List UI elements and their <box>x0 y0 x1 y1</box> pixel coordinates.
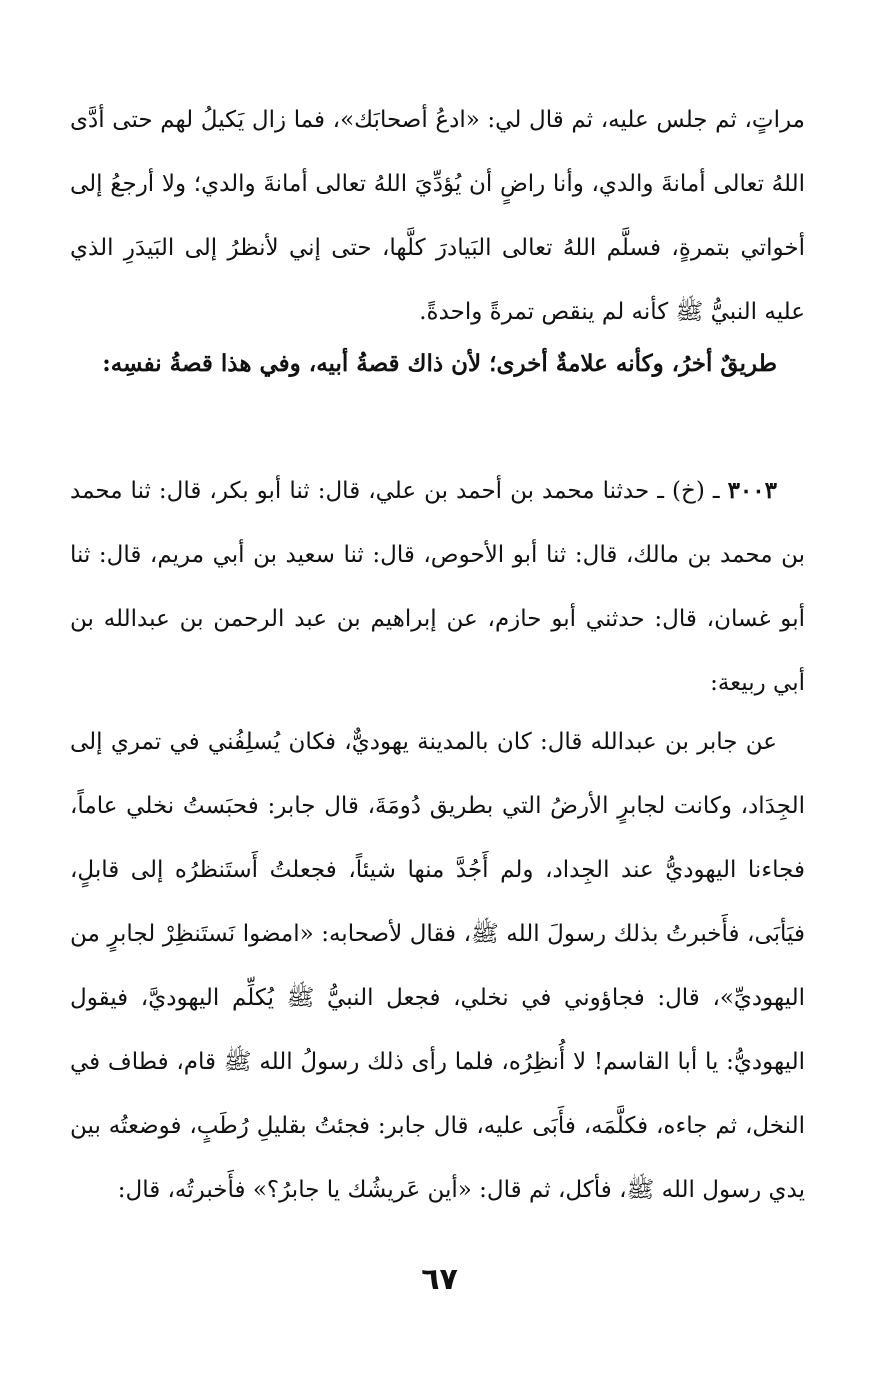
paragraph-text: طريقٌ أخرُ، وكأنه علامةٌ أخرى؛ لأن ذاك قصةُ أبيه، وفي هذا قصةُ نفسِه: <box>102 350 777 377</box>
paragraph-text: عن جابر بن عبدالله قال: كان بالمدينة يهوديٌّ، فكان يُسلِفُني في تمري إلى الجِدَاد، وكانت لجابرٍ الأرضُ التي بطريق دُومَةَ، قال جابر: فحبَستُ نخلي عاماً، فجاءنا اليهوديُّ عند الجِداد، ولم أَجُدَّ منها شيئاً، فجعلتُ أَستَنظرُه إلى قابلٍ، فيَأبَى، فأَخبرتُ بذلك رسولَ الله ﷺ، فقال لأصحابه: «امضوا نَستَنظِرْ لجابرٍ من اليهوديِّ»، قال: فجاؤوني في نخلي، فجعل النبيُّ ﷺ يُكلِّم اليهوديَّ، فيقول اليهوديُّ: يا أبا القاسم! لا أُنظِرُه، فلما رأى ذلك رسولُ الله ﷺ قام، فطاف في النخل، ثم جاءه، فكلَّمَه، فأَبَى عليه، قال جابر: فجئتُ بقليلِ رُطَبٍ، فوضعتُه بين يدي رسول الله ﷺ، فأكل، ثم قال: «أين عَريشُك يا جابرُ؟» فأَخبرتُه، قال: <box>70 729 805 1203</box>
paragraph-continuation <box>70 88 805 344</box>
paragraph-text: مراتٍ، ثم جلس عليه، ثم قال لي: «ادعُ أصحابَك»، فما زال يَكيلُ لهم حتى أدَّى اللهُ تعالى أمانةَ والدي، وأنا راضٍ أن يُؤدِّيَ اللهُ تعالى أمانةَ والدي؛ ولا أرجعُ إلى أخواتي بتمرةٍ، فسلَّم اللهُ تعالى البَيادرَ كلَّها، حتى إني لأنظرُ إلى البَيدَرِ الذي عليه النبيُّ ﷺ كأنه لم ينقص تمرةً واحدةً. <box>70 107 805 325</box>
paragraph-commentary <box>70 332 805 396</box>
paragraph-isnad <box>70 459 805 715</box>
paragraph-matn <box>70 710 805 1222</box>
hadith-number: ٣٠٠٣ <box>727 477 777 504</box>
page-number: ٦٧ <box>421 1262 458 1297</box>
paragraph-text: ـ (خ) ـ حدثنا محمد بن أحمد بن علي، قال: ثنا أبو بكر، قال: ثنا محمد بن محمد بن مالك، قال: ثنا أبو الأحوص، قال: ثنا سعيد بن أبي مريم، قال: ثنا أبو غسان، قال: حدثني أبو حازم، عن إبراهيم بن عبد الرحمن بن عبدالله بن أبي ربيعة: <box>70 478 805 696</box>
